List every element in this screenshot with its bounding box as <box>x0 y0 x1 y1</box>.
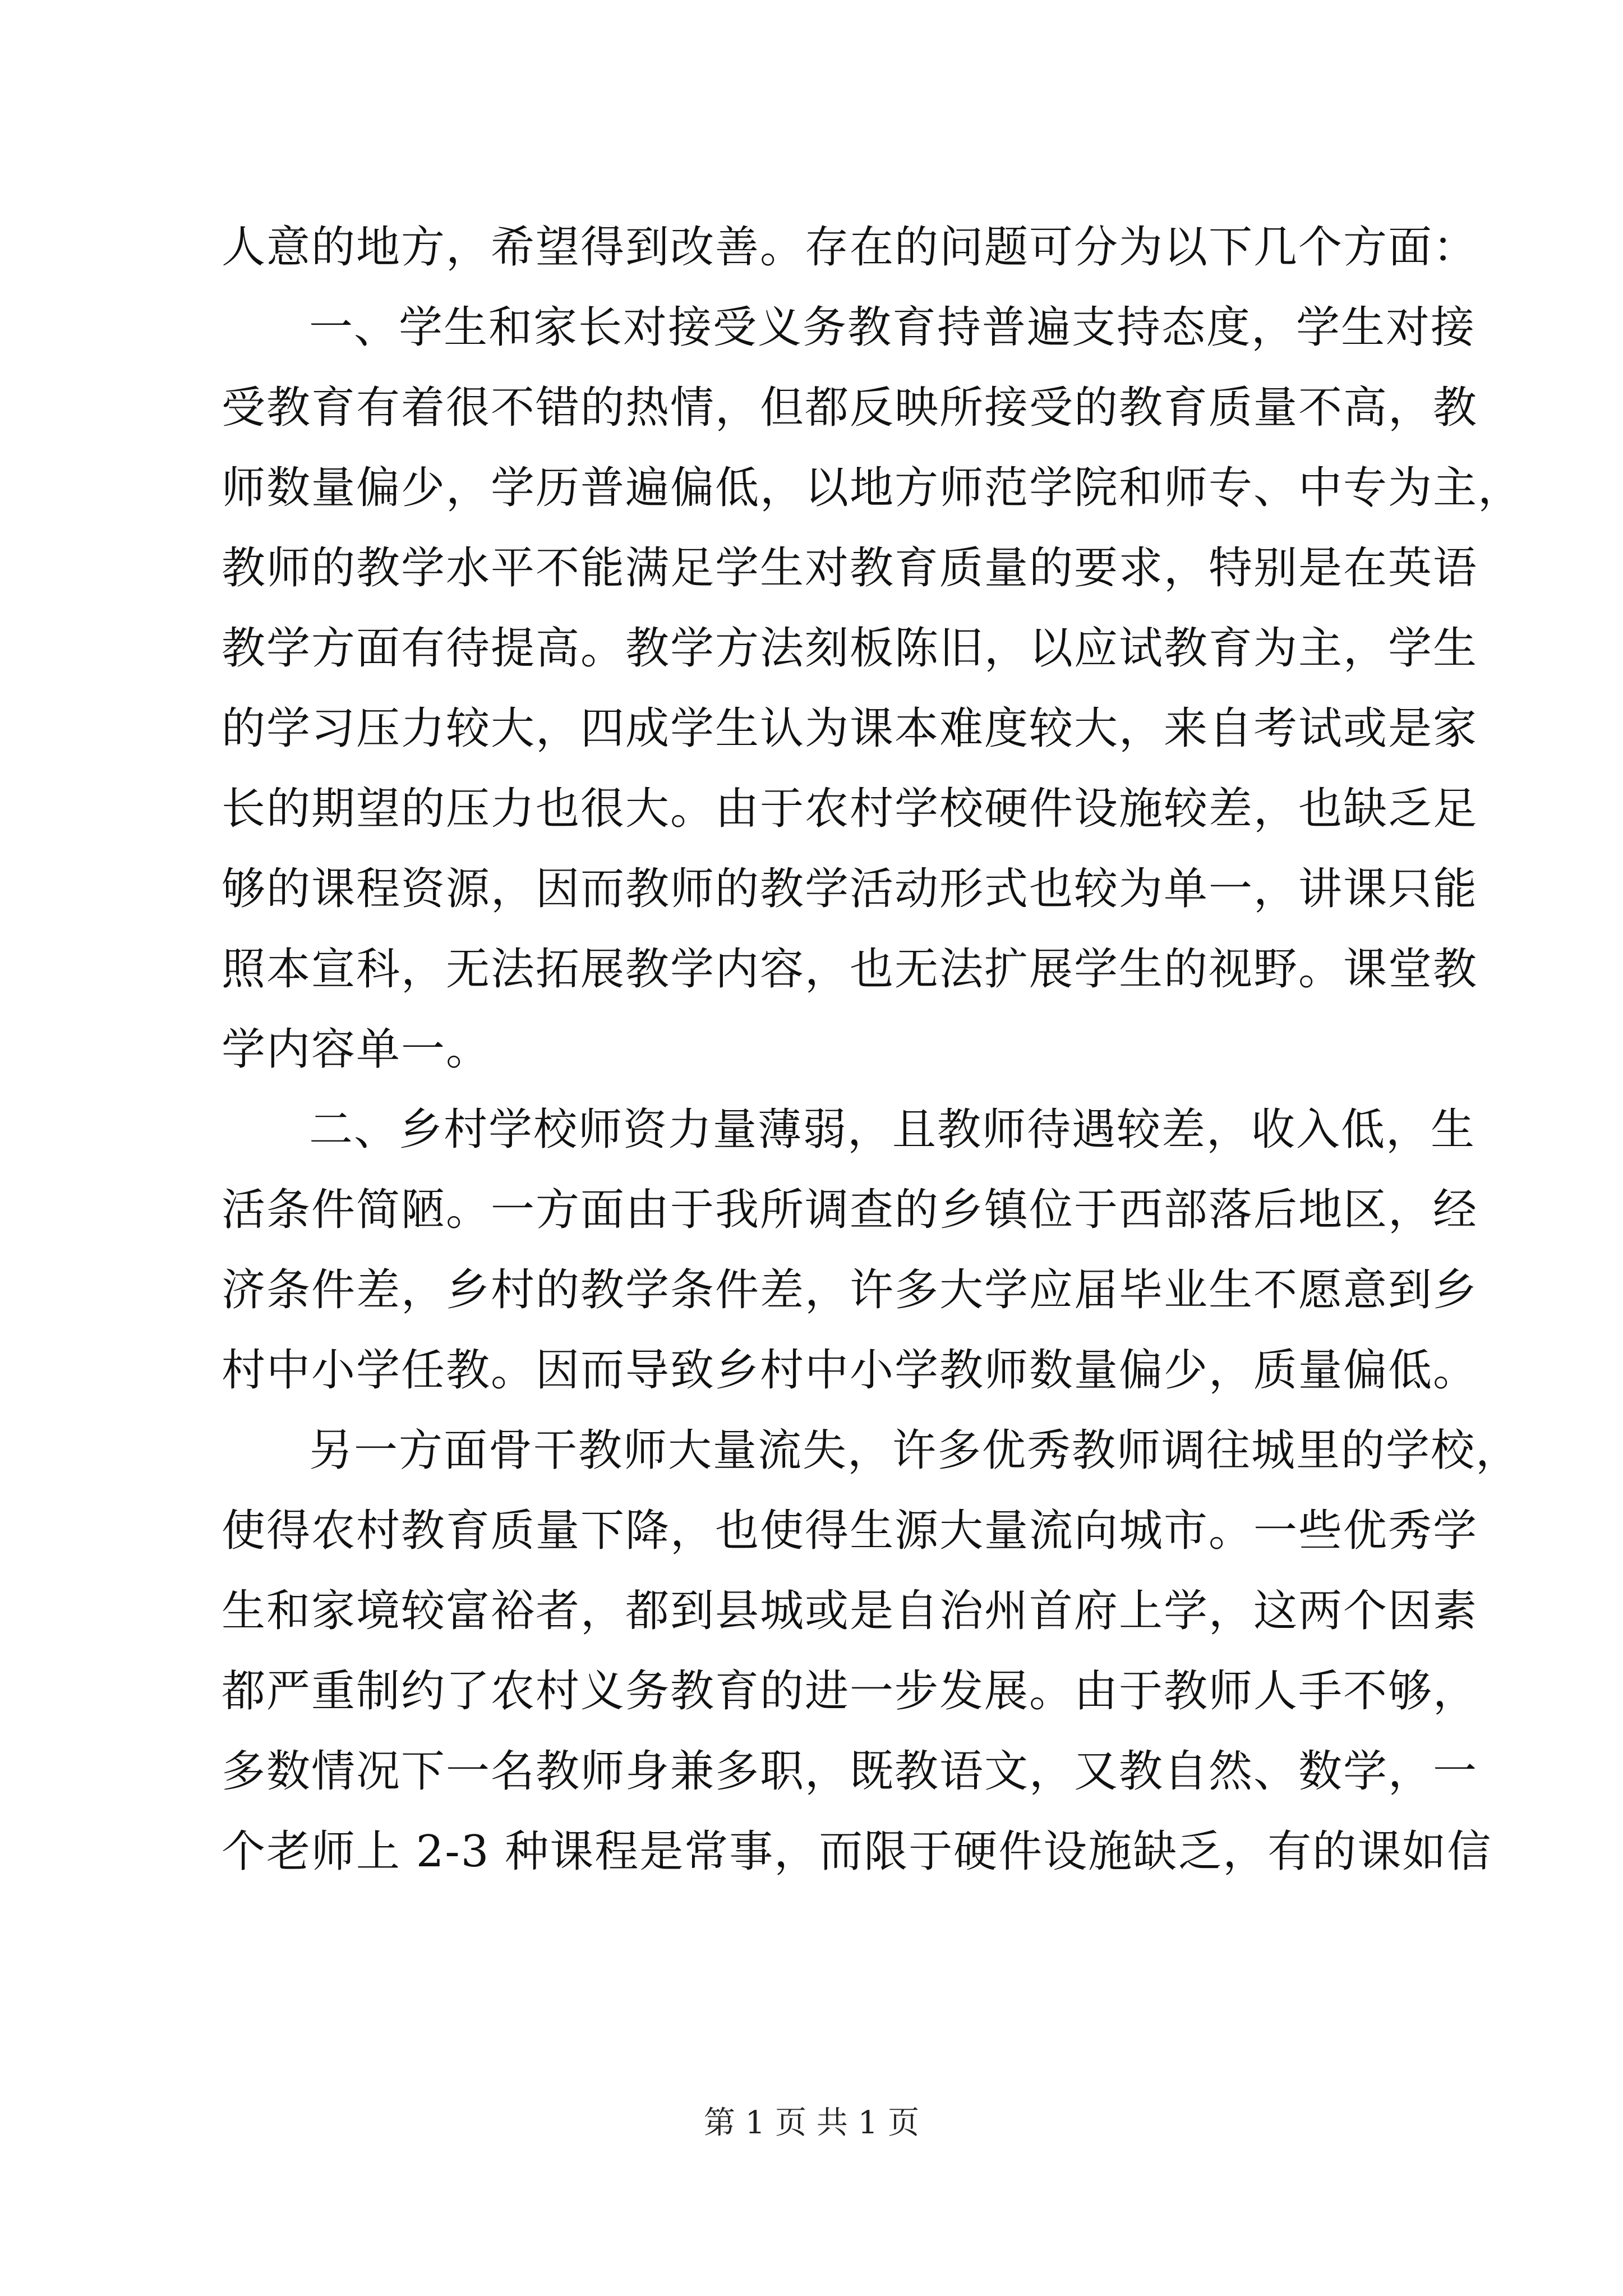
text-line: 使得农村教育质量下降，也使得生源大量流向城市。一些优秀学 <box>222 1506 1478 1556</box>
page-number-footer: 第 1 页 共 1 页 <box>703 2105 920 2141</box>
text-line: 活条件简陋。一方面由于我所调查的乡镇位于西部落后地区，经 <box>222 1185 1478 1235</box>
text-line: 教师的教学水平不能满足学生对教育质量的要求，特别是在英语 <box>222 543 1478 593</box>
text-line: 照本宣科，无法拓展教学内容，也无法扩展学生的视野。课堂教 <box>222 944 1478 995</box>
text-line: 个老师上 2-3 种课程是常事，而限于硬件设施缺乏，有的课如信 <box>222 1826 1492 1877</box>
paragraph-first-line: 一、学生和家长对接受义务教育持普遍支持态度，学生对接 <box>309 302 1476 353</box>
text-line: 多数情况下一名教师身兼多职，既教语文，又教自然、数学，一 <box>222 1746 1478 1797</box>
text-line: 的学习压力较大，四成学生认为课本难度较大，来自考试或是家 <box>222 703 1478 754</box>
text-line: 教学方面有待提高。教学方法刻板陈旧，以应试教育为主，学生 <box>222 623 1478 674</box>
paragraph-first-line: 二、乡村学校师资力量薄弱，且教师待遇较差，收入低，生 <box>309 1105 1476 1155</box>
text-line: 够的课程资源，因而教师的教学活动形式也较为单一，讲课只能 <box>222 864 1478 914</box>
text-line: 都严重制约了农村义务教育的进一步发展。由于教师人手不够， <box>222 1666 1478 1717</box>
paragraph-first-line: 另一方面骨干教师大量流失，许多优秀教师调往城里的学校， <box>309 1425 1521 1476</box>
text-line: 生和家境较富裕者，都到县城或是自治州首府上学，这两个因素 <box>222 1586 1478 1636</box>
text-line: 人意的地方，希望得到改善。存在的问题可分为以下几个方面： <box>222 222 1478 273</box>
paragraph-last-line: 村中小学任教。因而导致乡村中小学教师数量偏少，质量偏低。 <box>222 1345 1478 1396</box>
paragraph-last-line: 学内容单一。 <box>222 1024 491 1075</box>
text-line: 师数量偏少，学历普遍偏低，以地方师范学院和师专、中专为主， <box>222 463 1523 513</box>
text-line: 长的期望的压力也很大。由于农村学校硬件设施较差，也缺乏足 <box>222 784 1478 834</box>
text-line: 济条件差，乡村的教学条件差，许多大学应届毕业生不愿意到乡 <box>222 1265 1478 1315</box>
text-line: 受教育有着很不错的热情，但都反映所接受的教育质量不高，教 <box>222 383 1478 433</box>
body-text <box>222 208 1523 1892</box>
